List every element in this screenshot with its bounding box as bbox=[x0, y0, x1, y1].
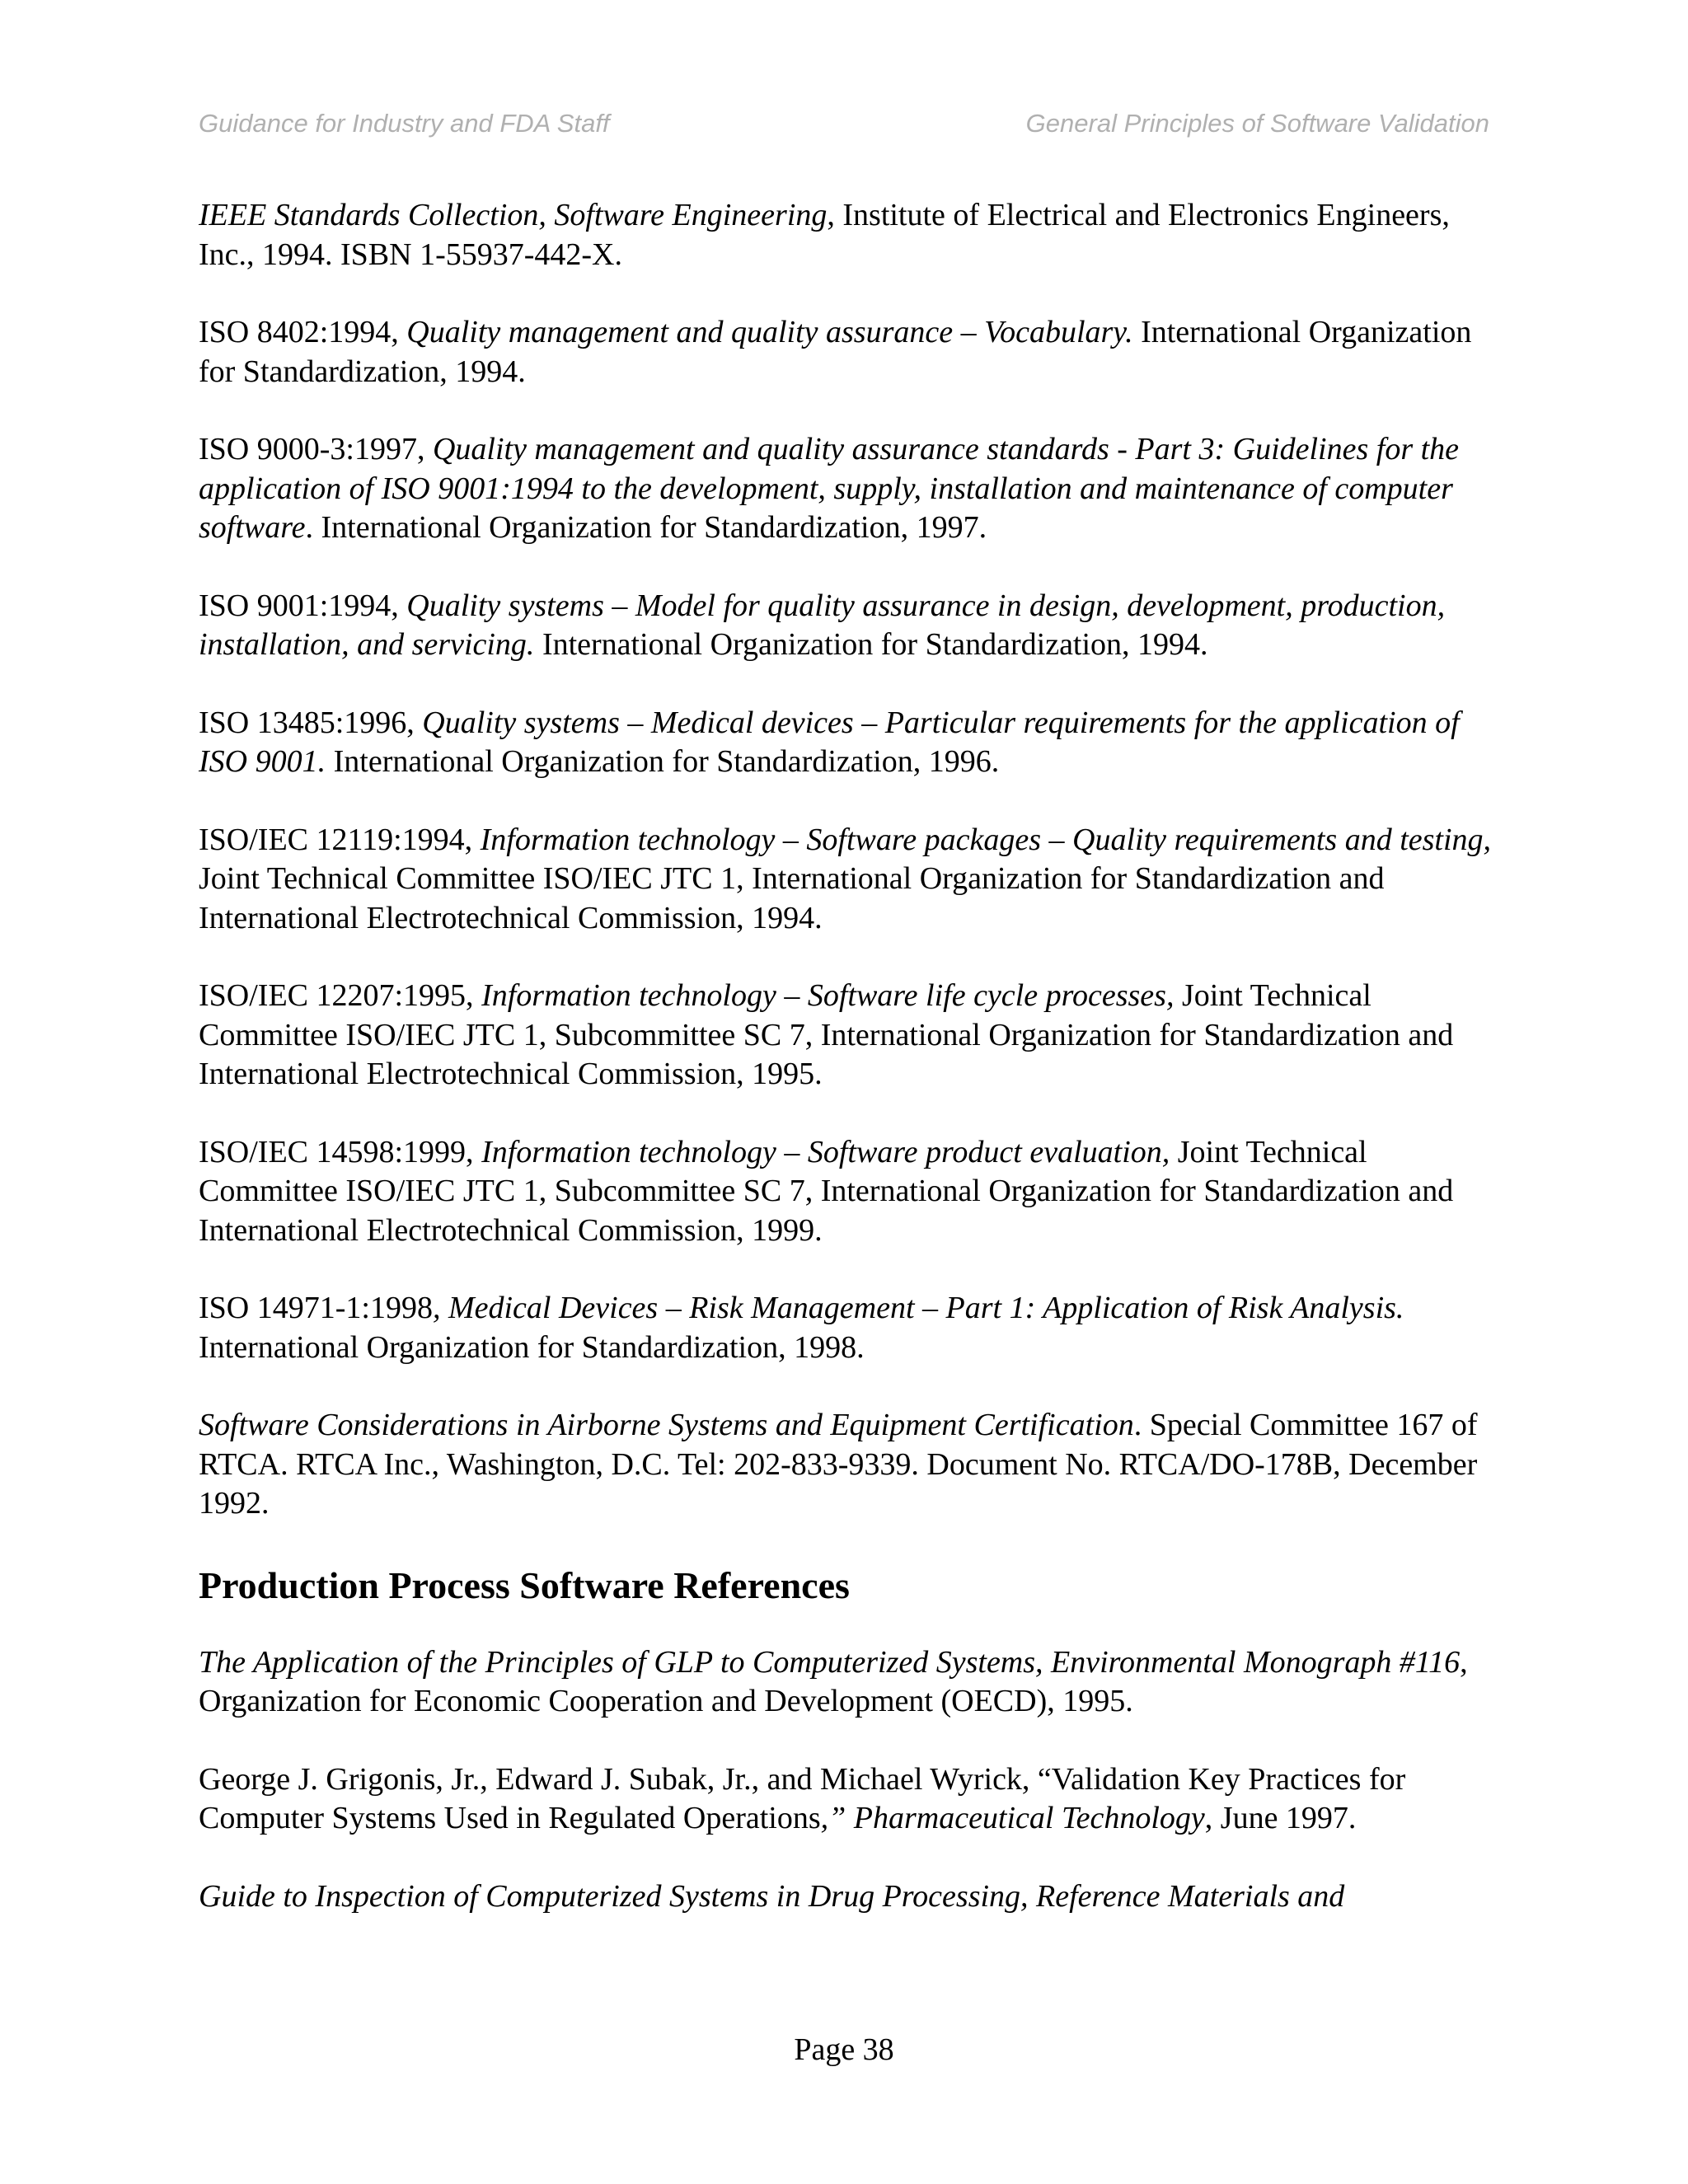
page-number: Page 38 bbox=[794, 2032, 894, 2067]
reference-entry bbox=[199, 821, 1501, 939]
reference-text: ISO 9000-3:1997, bbox=[199, 432, 433, 466]
reference-text: ISO 8402:1994, bbox=[199, 315, 407, 349]
reference-title: IEEE Standards Collection, Software Engineering bbox=[199, 198, 828, 232]
reference-text: Joint Technical Committee ISO/IEC JTC 1, International Organization for Standardization and International Electrotechnical Commission, 1994. bbox=[199, 861, 1385, 935]
reference-text: George J. Grigonis, Jr., Edward J. Subak, Jr., and Michael Wyrick, “Validation Key Practices for Computer Systems Used in Regulated Operations bbox=[199, 1761, 1406, 1835]
reference-text: ISO/IEC 14598:1999, bbox=[199, 1134, 482, 1169]
reference-title: Quality management and quality assurance standards - Part 3: Guidelines for the application of ISO 9001:1994 to the development, supply, installation and maintenance of computer software bbox=[199, 432, 1460, 545]
reference-title: ,” Pharmaceutical Technology bbox=[820, 1801, 1205, 1835]
reference-list bbox=[199, 196, 1501, 1524]
reference-title: Information technology – Software product evaluation, bbox=[481, 1134, 1170, 1169]
reference-title: The Application of the Principles of GLP to Computerized Systems, Environmental Monograph #116 bbox=[199, 1644, 1461, 1680]
reference-entry bbox=[199, 704, 1501, 782]
reference-text: International Organization for Standardization, 1998. bbox=[199, 1329, 865, 1365]
reference-text: Joint Technical Committee ISO/IEC JTC 1, Subcommittee SC 7, International Organization for Standardization and International Electrotechnical Commission, 1995. bbox=[199, 978, 1454, 1091]
document-body bbox=[199, 196, 1501, 1955]
reference-text: International Organization for Standardization, 1994. bbox=[534, 627, 1208, 662]
reference-text: , Organization for Economic Cooperation and Development (OECD), 1995. bbox=[199, 1644, 1468, 1718]
production-reference-list bbox=[199, 1643, 1501, 1917]
reference-text: International Organization for Standardization, 1994. bbox=[199, 315, 1472, 389]
reference-entry bbox=[199, 1877, 1501, 1917]
reference-entry bbox=[199, 313, 1501, 391]
reference-text: ISO 13485:1996, bbox=[199, 705, 423, 740]
reference-text: ISO 14971-1:1998 bbox=[199, 1291, 433, 1325]
reference-entry bbox=[199, 430, 1501, 548]
reference-text: ISO 9001:1994, bbox=[199, 588, 407, 623]
reference-title: Guide to Inspection of Computerized Systems in Drug Processing, Reference Materials and bbox=[199, 1878, 1345, 1914]
reference-title: Information technology – Software life cycle processes, bbox=[481, 978, 1175, 1013]
section-heading: Production Process Software References bbox=[199, 1563, 850, 1606]
header-left-title: Guidance for Industry and FDA Staff bbox=[199, 109, 610, 138]
reference-text: International Organization for Standardization, 1996. bbox=[326, 744, 1000, 779]
reference-title: Quality systems – Medical devices – Particular requirements for the application of ISO 9001. bbox=[199, 705, 1460, 779]
reference-entry bbox=[199, 1643, 1501, 1722]
reference-title: , Medical Devices – Risk Management – Part 1: Application of Risk Analysis. bbox=[432, 1291, 1404, 1325]
reference-entry bbox=[199, 1133, 1501, 1251]
reference-entry bbox=[199, 1760, 1501, 1839]
running-header bbox=[199, 109, 1489, 145]
reference-entry bbox=[199, 1289, 1501, 1367]
header-right-title: General Principles of Software Validation bbox=[1025, 109, 1489, 138]
reference-entry bbox=[199, 196, 1501, 274]
reference-entry bbox=[199, 977, 1501, 1094]
reference-text: , June 1997. bbox=[1204, 1801, 1357, 1835]
reference-title: Information technology – Software packages – Quality requirements and testing, bbox=[480, 822, 1492, 857]
reference-text: Joint Technical Committee ISO/IEC JTC 1, Subcommittee SC 7, International Organization for Standardization and International Electrotechnical Commission, 1999. bbox=[199, 1134, 1454, 1248]
reference-title: Software Considerations in Airborne Systems and Equipment Certification bbox=[199, 1408, 1134, 1442]
reference-text: . International Organization for Standardization, 1997. bbox=[305, 510, 987, 545]
reference-entry bbox=[199, 1406, 1501, 1524]
reference-text: , Institute of Electrical and Electronics Engineers, Inc., 1994. ISBN 1-55937-442-X. bbox=[199, 198, 1450, 272]
reference-text: ISO/IEC 12207:1995, bbox=[199, 978, 482, 1013]
reference-text: ISO/IEC 12119:1994, bbox=[199, 822, 481, 857]
reference-entry bbox=[199, 587, 1501, 665]
reference-text: . Special Committee 167 of RTCA. RTCA Inc., Washington, D.C. Tel: 202-833-9339. Document No. RTCA/DO-178B, December 1992. bbox=[199, 1408, 1478, 1521]
reference-title: Quality management and quality assurance – Vocabulary. bbox=[406, 315, 1133, 349]
reference-title: Quality systems – Model for quality assurance in design, development, production, installation, and servicing. bbox=[199, 588, 1446, 662]
